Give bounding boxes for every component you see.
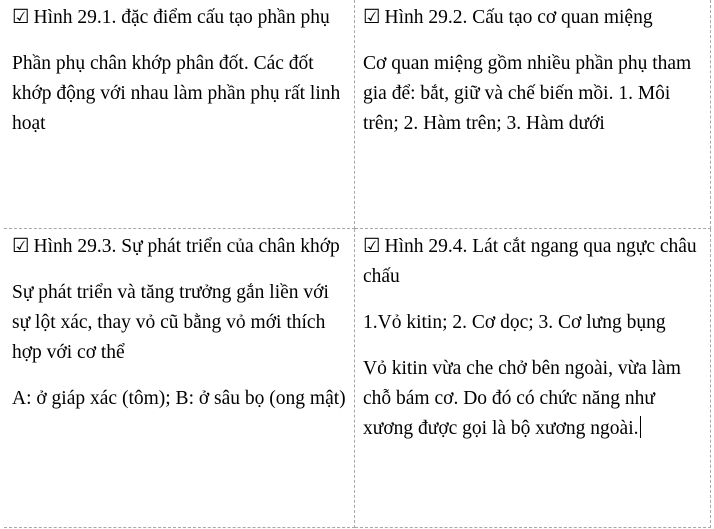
- text-cursor: [640, 416, 641, 438]
- cell-paragraph: Phần phụ chân khớp phân đốt. Các đốt khớp động với nhau làm phần phụ rất linh hoạt: [12, 53, 341, 134]
- caption-text: Hình 29.2. Cấu tạo cơ quan miệng: [384, 7, 653, 28]
- cell-paragraph: Sự phát triển và tăng trưởng gắn liền với sự lột xác, thay vỏ cũ bằng vỏ mới thích hợp với cơ thể: [12, 282, 329, 363]
- table-cell-fig-29-3[interactable]: [4, 229, 355, 528]
- glyph-fragment: [396, 524, 406, 527]
- table-cell-fig-29-2[interactable]: [355, 0, 711, 229]
- caption-text: Hình 29.4. Lát cắt ngang qua ngực châu chấu: [363, 236, 697, 287]
- checkbox-icon[interactable]: ☑: [363, 236, 381, 257]
- checkbox-icon[interactable]: ☑: [12, 7, 30, 28]
- next-page-text-fragment: [0, 524, 714, 529]
- caption-text: Hình 29.3. Sự phát triển của chân khớp: [33, 236, 340, 257]
- figure-caption: [12, 232, 346, 262]
- glyph-fragment: [612, 524, 622, 527]
- checkbox-icon[interactable]: ☑: [363, 7, 381, 28]
- cell-paragraph: Cơ quan miệng gồm nhiều phần phụ tham gia để: bắt, giữ và chế biến mồi. 1. Môi trên; 2. Hàm trên; 3. Hàm dưới: [363, 53, 692, 134]
- figure-notes-table: [4, 0, 711, 528]
- caption-text: Hình 29.1. đặc điểm cấu tạo phần phụ: [33, 7, 330, 28]
- figure-caption: [363, 3, 702, 33]
- cell-paragraph: 1.Vỏ kitin; 2. Cơ dọc; 3. Cơ lưng bụng: [363, 312, 666, 333]
- cell-paragraph-text: Vỏ kitin vừa che chở bên ngoài, vừa làm chỗ bám cơ. Do đó có chức năng như xương được gọi là bộ xương ngoài.: [363, 358, 681, 439]
- figure-caption: [12, 3, 346, 33]
- cell-paragraph: A: ở giáp xác (tôm); B: ở sâu bọ (ong mật): [12, 388, 346, 409]
- checkbox-icon[interactable]: ☑: [12, 236, 30, 257]
- table-row: [4, 0, 711, 229]
- glyph-fragment: [160, 524, 170, 527]
- glyph-fragment: [238, 524, 248, 527]
- table-cell-fig-29-4[interactable]: [355, 229, 711, 528]
- cell-paragraph: [363, 354, 702, 444]
- table-cell-fig-29-1[interactable]: [4, 0, 355, 229]
- figure-caption: [363, 232, 702, 292]
- table-row: [4, 229, 711, 528]
